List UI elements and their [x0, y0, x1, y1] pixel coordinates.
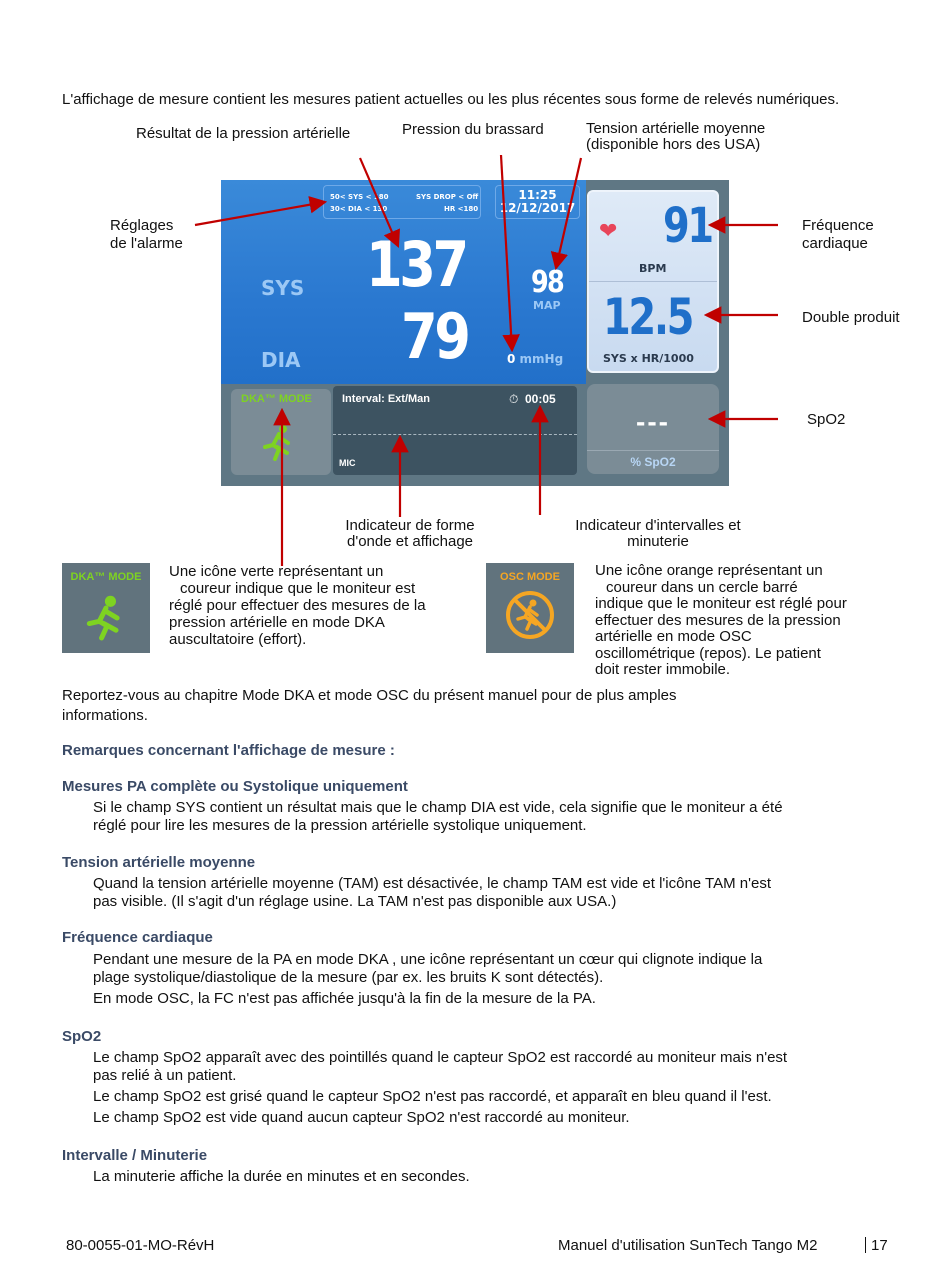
alarm-hr: HR <180	[444, 205, 479, 213]
reference-line: Reportez-vous au chapitre Mode DKA et mode OSC du présent manuel pour de plus amples	[62, 687, 677, 704]
dka-text-line: Une icône verte représentant un	[169, 563, 384, 580]
map-value: 98	[531, 265, 564, 300]
section-body: Quand la tension artérielle moyenne (TAM) est désactivée, le champ TAM est vide et l'icône TAM n'est pas visible. (Il s'agit d'un réglage usine. La TAM n'est pas disponible aux USA.)	[93, 875, 771, 910]
arrow-bp-result	[360, 158, 398, 246]
reference-line: informations.	[62, 707, 148, 724]
footer-doc-id: 80-0055-01-MO-RévH	[66, 1237, 215, 1254]
heart-icon: ❤	[599, 218, 618, 243]
dka-mode-icon-tile	[62, 563, 150, 653]
section-body: La minuterie affiche la durée en minutes et en secondes.	[93, 1168, 470, 1185]
sys-value: 137	[366, 228, 466, 301]
dia-label: DIA	[261, 348, 301, 372]
alarm-drop: SYS DROP < Off	[416, 193, 479, 201]
dka-text	[169, 563, 489, 648]
spo2-label: % SpO2	[630, 455, 676, 469]
section-title: SpO2	[62, 1028, 102, 1045]
time-value: 11:25	[518, 188, 557, 202]
date-value: 12/12/2017	[499, 201, 576, 215]
callout-spo2: SpO2	[807, 411, 846, 428]
callout-timer-line1: Indicateur d'intervalles et	[575, 517, 741, 534]
timer-value: 00:05	[525, 392, 556, 406]
callout-hr-line2: cardiaque	[802, 235, 868, 252]
dp-label: SYS x HR/1000	[603, 352, 694, 365]
section-title: Tension artérielle moyenne	[62, 854, 256, 871]
map-label: MAP	[533, 299, 561, 312]
footer-manual-title: Manuel d'utilisation SunTech Tango M2	[558, 1237, 818, 1254]
section-title: Fréquence cardiaque	[62, 929, 213, 946]
callout-map-line2: (disponible hors des USA)	[586, 136, 761, 153]
callout-alarm-line2: de l'alarme	[110, 235, 183, 252]
spo2-value: ---	[636, 406, 670, 437]
footer-page-number: 17	[871, 1237, 888, 1254]
alarm-sys: 50< SYS < 180	[330, 193, 389, 201]
section-title: Mesures PA complète ou Systolique uniquement	[62, 778, 408, 795]
osc-tile-label: OSC MODE	[500, 571, 560, 583]
arrow-alarm	[195, 202, 325, 225]
callout-waveform-line1: Indicateur de forme	[345, 517, 475, 534]
dka-text-line: auscultatoire (effort).	[169, 631, 307, 648]
interval-label: Interval: Ext/Man	[342, 393, 431, 405]
callout-bp-result: Résultat de la pression artérielle	[136, 125, 351, 142]
callout-hr-line1: Fréquence	[802, 217, 874, 234]
stopwatch-icon: ⏱	[509, 392, 519, 406]
osc-text-line: artérielle en mode OSC	[595, 628, 752, 645]
section-body: Pendant une mesure de la PA en mode DKA , une icône représentant un cœur qui clignote indique la plage systolique/diastolique de la mesure (par ex. les bruits K sont détectés). En mode OSC, la FC n'est pas affichée jusqu'à la fin de la mesure de la PA.	[93, 951, 763, 1007]
intro-paragraph: L'affichage de mesure contient les mesures patient actuelles ou les plus récentes sous forme de relevés numériques.	[62, 91, 840, 108]
footer-separator	[865, 1237, 866, 1253]
osc-text-line: Une icône orange représentant un	[595, 562, 823, 579]
osc-text-line: indique que le moniteur est réglé pour	[595, 595, 847, 612]
arrow-map	[556, 158, 581, 268]
section-title: Intervalle / Minuterie	[62, 1147, 208, 1164]
cuff-unit: mmHg	[519, 352, 564, 366]
dp-value: 12.5	[603, 288, 693, 346]
alarm-dia: 30< DIA < 130	[330, 205, 388, 213]
hr-value: 91	[663, 198, 712, 254]
osc-text-line: effectuer des mesures de la pression	[595, 611, 841, 629]
osc-mode-icon-tile	[486, 563, 574, 653]
section-body: Le champ SpO2 apparaît avec des pointillés quand le capteur SpO2 est raccordé au moniteur mais n'est pas relié à un patient. Le champ SpO2 est grisé quand le capteur SpO2 n'est pas raccordé, et apparaît en bleu quand il l'est. Le champ SpO2 est vide quand aucun capteur SpO2 n'est raccordé au moniteur.	[93, 1049, 788, 1126]
osc-text-line: oscillométrique (repos). Le patient	[595, 644, 821, 662]
cuff-value: 0	[507, 352, 516, 366]
dka-text-line: coureur indique que le moniteur est	[180, 580, 416, 597]
osc-text-line: doit rester immobile.	[595, 661, 731, 678]
remarks-title: Remarques concernant l'affichage de mesure :	[62, 742, 395, 759]
section-body: Si le champ SYS contient un résultat mais que le champ DIA est vide, cela signifie que le moniteur a été réglé pour lire les mesures de la pression artérielle systolique uniquement.	[93, 799, 783, 834]
callout-cuff-pressure: Pression du brassard	[402, 121, 544, 138]
callout-timer-line2: minuterie	[627, 533, 689, 550]
dka-text-line: réglé pour effectuer des mesures de la	[169, 597, 426, 614]
arrow-cuff	[501, 155, 512, 350]
orange-no-runner-icon	[504, 589, 556, 641]
sys-label: SYS	[261, 276, 305, 300]
green-runner-icon	[86, 593, 126, 643]
callout-alarm-line1: Réglages	[110, 217, 174, 234]
dka-text-line: pression artérielle en mode DKA	[169, 614, 385, 631]
mic-label: MIC	[339, 458, 356, 468]
dia-value: 79	[401, 300, 468, 373]
callout-double-product: Double produit	[802, 309, 900, 326]
osc-text-line: coureur dans un cercle barré	[606, 578, 798, 596]
hr-unit: BPM	[639, 262, 667, 275]
callout-waveform-line2: d'onde et affichage	[346, 533, 474, 550]
callout-map-line1: Tension artérielle moyenne	[586, 120, 766, 137]
reference-paragraph	[62, 686, 902, 726]
osc-text	[595, 563, 905, 679]
dka-tile-label: DKA™ MODE	[70, 571, 142, 583]
dka-mode-label: DKA™ MODE	[241, 393, 312, 405]
